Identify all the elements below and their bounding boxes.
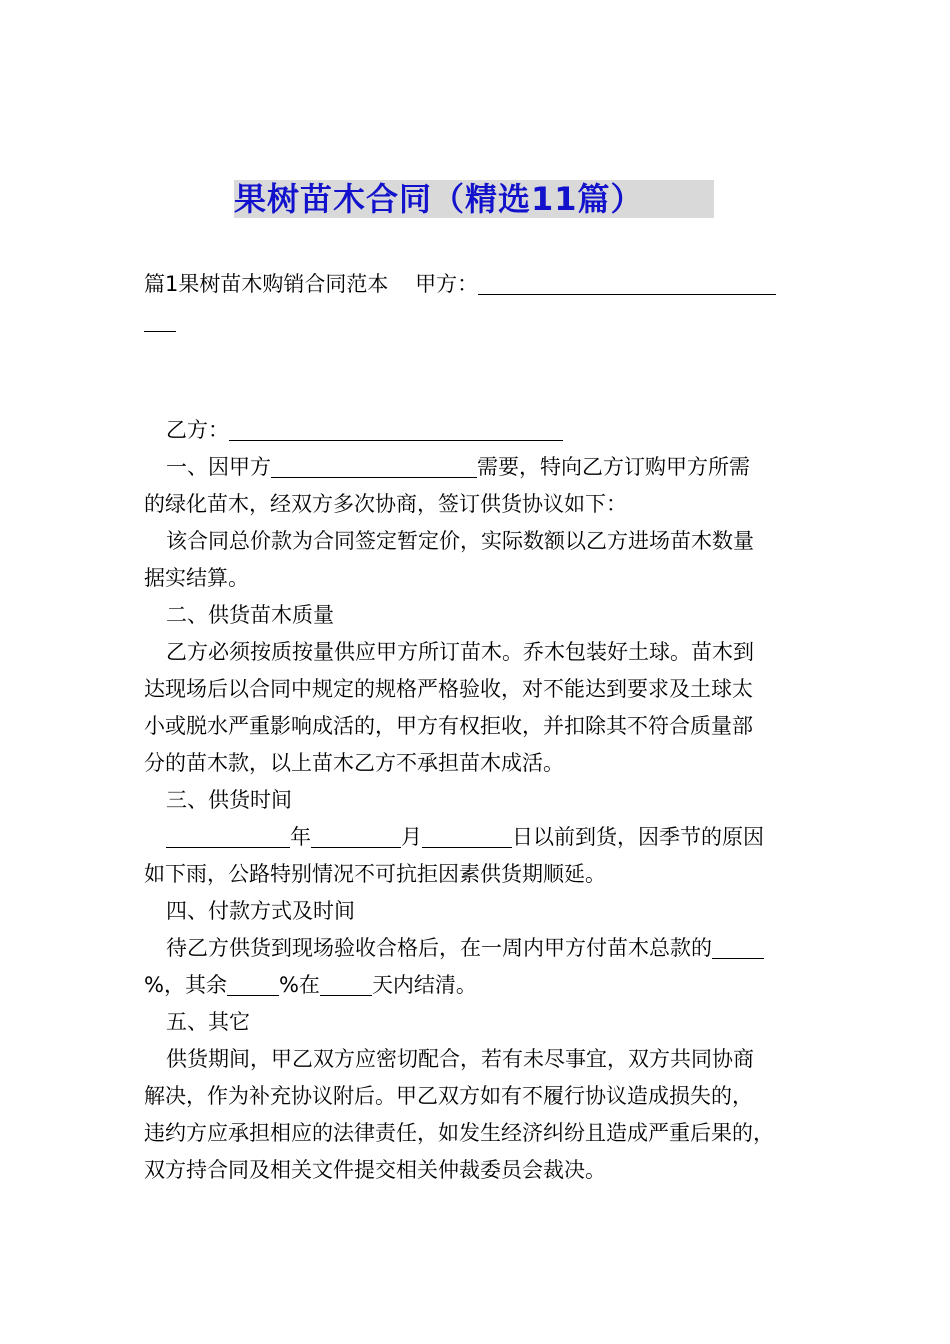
price-text-b: 据实结算。 (144, 566, 249, 590)
sec3-line: 如下雨，公路特别情况不可抗拒因素供货期顺延。 (144, 862, 606, 886)
section-heading: 篇1果树苗木购销合同范本 (144, 272, 389, 296)
sec1-blank (271, 453, 477, 478)
party-a-blank-cont (144, 307, 176, 332)
sec5-line: 供货期间，甲乙双方应密切配合，若有未尽事宜，双方共同协商 (166, 1047, 754, 1071)
sec3-heading: 三、供货时间 (166, 788, 292, 812)
days-blank (320, 971, 372, 996)
party-a-label: 甲方： (415, 272, 479, 296)
header-block (144, 266, 814, 340)
percent-blank-1 (712, 934, 764, 959)
sec1-text: 一、因甲方 (166, 455, 271, 479)
sec4-text-b: %，其余 (144, 973, 227, 997)
sec5-line: 解决，作为补充协议附后。甲乙双方如有不履行协议造成损失的， (144, 1084, 753, 1108)
contract-body (144, 412, 814, 1189)
sec2-line: 小或脱水严重影响成活的，甲方有权拒收，并扣除其不符合质量部 (144, 714, 753, 738)
sec1-text-c: 的绿化苗木，经双方多次协商，签订供货协议如下： (144, 492, 627, 516)
document-title: 果树苗木合同（精选11篇） (234, 180, 714, 218)
sec5-line: 违约方应承担相应的法律责任，如发生经济纠纷且造成严重后果的， (144, 1121, 774, 1145)
sec2-heading: 二、供货苗木质量 (166, 603, 334, 627)
party-a-blank (478, 270, 776, 295)
sec5-heading: 五、其它 (166, 1010, 250, 1034)
year-blank (166, 823, 290, 848)
percent-blank-2 (227, 971, 279, 996)
month-label: 月 (401, 825, 422, 849)
sec4-text: 待乙方供货到现场验收合格后，在一周内甲方付苗木总款的 (166, 936, 712, 960)
sec2-line: 乙方必须按质按量供应甲方所订苗木。乔木包装好土球。苗木到 (166, 640, 754, 664)
day-text: 日以前到货，因季节的原因 (512, 825, 764, 849)
year-label: 年 (290, 825, 311, 849)
price-text: 该合同总价款为合同签定暂定价，实际数额以乙方进场苗木数量 (166, 529, 754, 553)
sec4-text-d: 天内结清。 (371, 973, 477, 997)
sec4-text-c: %在 (278, 973, 320, 997)
sec5-line: 双方持合同及相关文件提交相关仲裁委员会裁决。 (144, 1158, 606, 1182)
party-b-blank (229, 416, 563, 441)
sec2-line: 分的苗木款，以上苗木乙方不承担苗木成活。 (144, 751, 564, 775)
month-blank (311, 823, 401, 848)
day-blank (422, 823, 512, 848)
sec1-text-b: 需要，特向乙方订购甲方所需 (477, 455, 750, 479)
party-b-label: 乙方： (166, 418, 229, 442)
sec2-line: 达现场后以合同中规定的规格严格验收，对不能达到要求及土球太 (144, 677, 753, 701)
sec4-heading: 四、付款方式及时间 (166, 899, 355, 923)
